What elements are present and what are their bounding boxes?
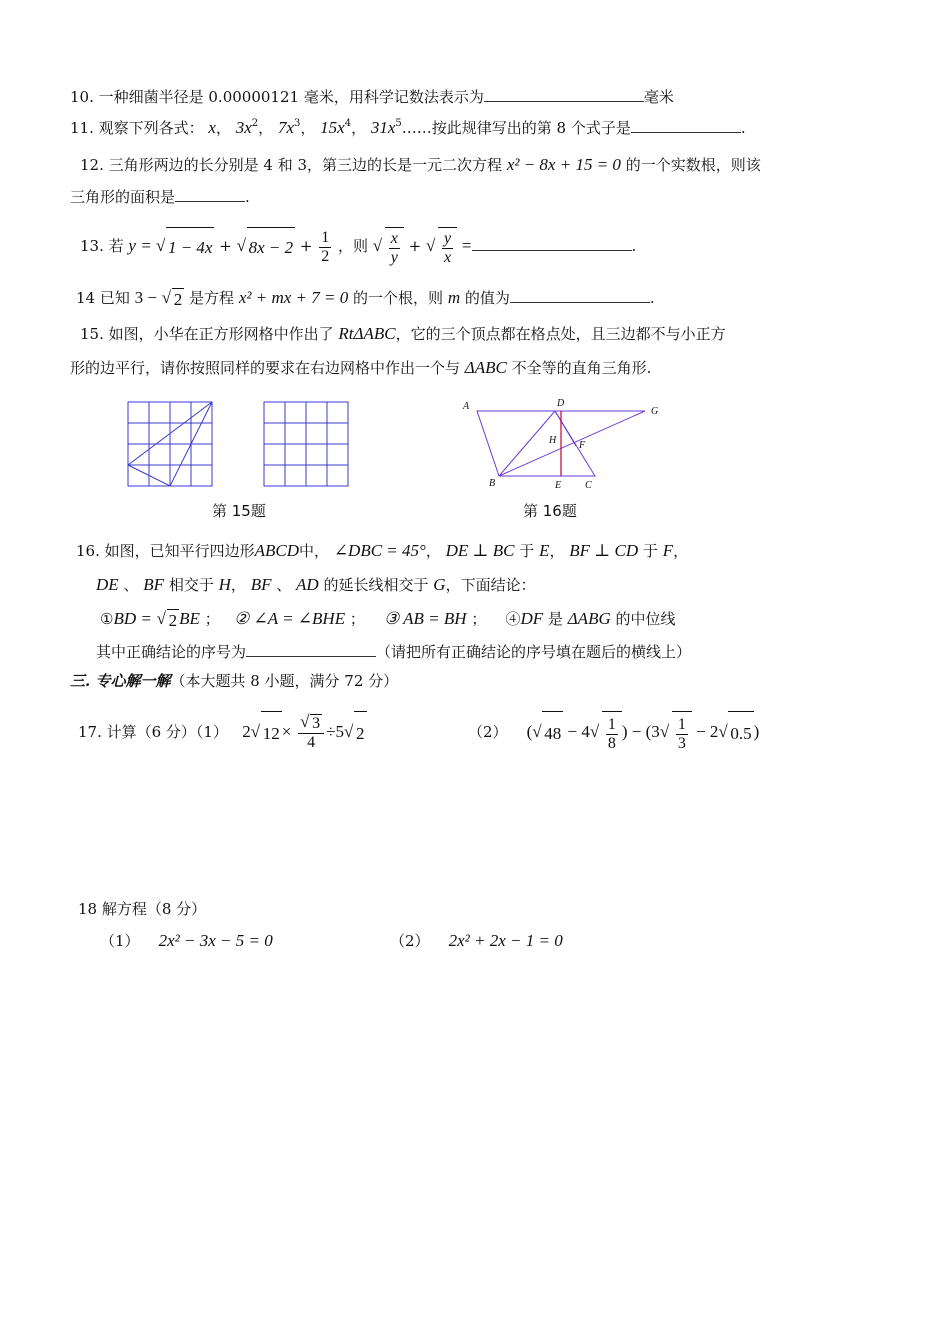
q16-c3: ③ AB = BH: [383, 609, 467, 628]
q14-mid1: 是方程: [189, 289, 235, 307]
q17-frac18: [606, 716, 618, 753]
q17-coef: 2: [242, 722, 251, 741]
parallelogram-figure: [455, 396, 670, 494]
q16-sep: ，: [425, 542, 441, 560]
q13-frac-yx: [442, 230, 453, 267]
q17-sqrt05: [718, 711, 753, 756]
q14-prefix: 14 已知: [76, 289, 130, 307]
q16-yu2: 于: [642, 542, 658, 560]
q11-blank: [631, 118, 741, 133]
q14-mid3: 的值为: [464, 289, 510, 307]
q11-exp: 4: [344, 118, 352, 129]
q15-line2b: 不全等的直角三角形.: [511, 359, 652, 377]
q16-c4-df: DF: [520, 609, 544, 628]
question-13: 13. 若 y = √ 1 − 4x + √ 8x − 2 + $\frac{1}{2}$ ，则 √ $\frac{x}{y}$ + √ $\frac{y}{x}$ = .: [80, 226, 636, 268]
q13-prefix: 13. 若: [80, 237, 124, 255]
q17-sqrt-frac18: [590, 711, 622, 756]
q10-blank: [484, 87, 644, 102]
q12-line2: 三角形的面积是: [70, 188, 176, 206]
q16-G: G: [433, 575, 446, 594]
q11-prefix: 11. 观察下列各式：: [70, 119, 204, 137]
q16-E: E: [539, 541, 550, 560]
q16-answer-prompt: 其中正确结论的序号为: [96, 643, 247, 661]
q13-eq: =: [461, 236, 472, 255]
q16-text-b: 中，: [299, 542, 330, 560]
q14-val: 3 −: [134, 288, 157, 307]
q11-term: x: [208, 118, 216, 137]
q17-rad48: 48: [542, 711, 563, 756]
q16-instruction: （请把所有正确结论的序号填在题后的横线上）: [376, 643, 692, 661]
question-15-line1: [80, 323, 726, 345]
q12-text: 12. 三角形两边的长分别是 4 和 3，第三边的长是一元二次方程: [80, 156, 503, 174]
question-11: 11. 观察下列各式： x， $3x^2$， $7x^3$， $15x^4$， $31x^5\dots\dots$按此规律写出的第 8 个式子是 .: [70, 118, 746, 137]
q11-exp: 5: [395, 118, 402, 129]
q17-times: ×: [281, 722, 292, 741]
q16-F: F: [662, 541, 674, 560]
q13-yv: y: [390, 249, 398, 267]
q12-end: .: [245, 188, 250, 206]
q16-extension: 的延长线相交于: [323, 576, 429, 594]
q17-frac13: [676, 716, 688, 753]
q17-rad3: 3: [312, 715, 321, 732]
q18-eq2: 2x² + 2x − 1 = 0: [448, 931, 563, 950]
q16-blank: [246, 642, 376, 657]
q14-m: m: [447, 288, 461, 307]
q16-AD: AD: [296, 575, 319, 594]
q17-sqrt2: [344, 711, 367, 756]
q13-sqrt2: [237, 227, 296, 268]
q11-term: 31x: [370, 118, 396, 137]
q13-x: √ x: [390, 230, 398, 248]
q16-yu: 于: [519, 542, 535, 560]
label-F: F: [579, 440, 586, 451]
question-12-line1: [80, 154, 761, 176]
question-16-line3: [100, 608, 676, 632]
label-B: B: [489, 478, 496, 489]
question-18: [78, 898, 206, 920]
question-10: [70, 86, 674, 108]
q14-equation: x² + mx + 7 = 0: [238, 288, 349, 307]
q17-f13-num: √ 1: [677, 716, 686, 734]
label-G: G: [651, 406, 659, 417]
q17-paren: (: [526, 722, 533, 741]
q17-sqrt48: [532, 711, 563, 756]
q16-BF2: BF: [250, 575, 272, 594]
q11-suffix: ……按此规律写出的第 8 个式子是: [401, 119, 631, 137]
q16-c2: ② ∠A = ∠BHE: [234, 609, 346, 628]
q13-rad2: 8x − 2: [247, 227, 296, 268]
q16-perp1: DE ⊥ BC: [445, 541, 515, 560]
q16-c4-abg: ΔABG: [567, 609, 611, 628]
q17-den4: 4: [307, 734, 316, 751]
q11-end: .: [740, 119, 746, 137]
q16-semi1: ；: [204, 610, 220, 628]
q18-s2: （2）: [390, 932, 430, 950]
q14-mid2: 的一个根，则: [353, 289, 444, 307]
q14-sqrt: [162, 288, 185, 311]
q12-blank: [175, 187, 245, 202]
q17-sqrt12: [251, 711, 282, 756]
q13-sqrt1: [156, 227, 215, 268]
q13-y2: √ y: [444, 230, 452, 248]
q15-text: 15. 如图，小华在正方形网格中作出了: [80, 325, 334, 343]
q16-c1-mark: ①: [100, 610, 114, 628]
q15-text-b: ，它的三个顶点都在格点处，且三边都不与小正方: [395, 325, 726, 343]
q18-eq1: 2x² − 3x − 5 = 0: [158, 931, 273, 950]
q16-H: H: [218, 575, 231, 594]
q17-f13-den: 3: [677, 735, 686, 753]
q14-end: .: [649, 289, 655, 307]
q14-blank: [510, 288, 650, 303]
figure-15-caption: 第 15题: [212, 502, 266, 520]
question-18-part2: [390, 930, 563, 952]
question-16-line2: [96, 574, 536, 596]
q16-c1: BD =: [113, 609, 152, 628]
q16-c1-sqrt: [157, 609, 180, 632]
q16-dun2: 、: [276, 576, 292, 594]
q17-mid: ) − (3: [621, 722, 660, 741]
question-14: [76, 287, 655, 311]
q17-div: ÷5: [326, 722, 345, 741]
q15-line2a: 形的边平行，请你按照同样的要求在右边网格中作出一个与: [70, 359, 461, 377]
label-D: D: [557, 398, 565, 409]
question-16-line4: [96, 641, 691, 663]
question-15-line2: [70, 357, 651, 379]
q16-c1-be: BE: [179, 609, 200, 628]
q17-label: 17. 计算（6 分）（1）: [78, 723, 228, 741]
q17-f18-num: √ 1: [607, 716, 616, 734]
q13-mid: ，则: [338, 237, 369, 255]
figure-16-caption: 第 16题: [523, 502, 577, 520]
q14-rad: 2: [173, 289, 183, 309]
q17-rad05: 0.5: [728, 711, 753, 756]
question-12-line2: [70, 186, 250, 208]
q16-semi3: ；: [471, 610, 487, 628]
q12-text-b: 的一个实数根，则该: [625, 156, 761, 174]
section-3-header: [70, 670, 398, 692]
q16-comma: ，: [230, 576, 246, 594]
question-16-line1: [76, 540, 688, 562]
q16-sep3: ，: [673, 542, 689, 560]
q10-tail: 毫米: [643, 88, 674, 106]
q18-s1: （1）: [100, 932, 140, 950]
q16-dun: 、: [123, 576, 139, 594]
q10-text: 10. 一种细菌半径是 0.00000121 毫米，用科学记数法表示为: [70, 88, 484, 106]
q11-exp: 3: [293, 118, 301, 129]
q16-angle: ∠DBC = 45°: [333, 541, 426, 560]
question-18-part1: [100, 930, 273, 952]
q17-sqrt3: [300, 714, 322, 733]
q16-xiangjiaoyu: 相交于: [168, 576, 214, 594]
section-3-sub: （本大题共 8 小题，满分 72 分）: [170, 672, 399, 690]
q16-DE: DE: [96, 575, 119, 594]
q15-tri: RtΔABC: [338, 324, 396, 343]
q11-term: 15x: [320, 118, 345, 137]
q17-close: ): [753, 722, 760, 741]
label-H: H: [549, 435, 557, 446]
q17-frac: [298, 714, 324, 752]
q17-sqrt-frac13: [660, 711, 692, 756]
q17-rad12: 12: [261, 711, 282, 756]
grid-figure-left: [124, 398, 216, 490]
q17-label2: （2）: [468, 723, 508, 741]
q16-sep2: ，: [549, 542, 565, 560]
question-17: [78, 710, 367, 756]
q16-c1-rad: 2: [168, 610, 178, 630]
q16-conclusions: ，下面结论：: [445, 576, 536, 594]
q13-rad1: 1 − 4x: [166, 227, 215, 268]
q11-term: 3x: [235, 118, 252, 137]
section-3-title: 三. 专心解一解: [70, 672, 171, 690]
q16-c4-text: 的中位线: [615, 610, 676, 628]
q12-equation: x² − 8x + 15 = 0: [506, 155, 621, 174]
q17-rad2: 2: [354, 711, 367, 756]
q13-x2: x: [444, 249, 452, 267]
q11-exp: 2: [251, 118, 259, 129]
q13-half-num: 1: [321, 228, 330, 246]
q16-c4-mark: ④: [505, 610, 521, 628]
q13-frac-xy: [389, 230, 400, 267]
q18-label: 18 解方程（8 分）: [78, 900, 207, 918]
q17-minus2: − 2: [691, 722, 719, 741]
label-E: E: [555, 480, 562, 491]
q16-text: 16. 如图，已知平行四边形: [76, 542, 255, 560]
question-17-part2: [468, 710, 759, 756]
q11-term: 7x: [277, 118, 294, 137]
q16-perp2: BF ⊥ CD: [569, 541, 639, 560]
grid-figure-right: [260, 398, 352, 490]
q13-sqrt3: [373, 227, 404, 268]
q13-y: y =: [128, 236, 156, 255]
label-C: C: [585, 480, 592, 491]
q13-end: .: [631, 237, 637, 255]
q13-half-den: 2: [321, 247, 330, 265]
q16-abcd: ABCD: [254, 541, 300, 560]
q17-minus4: − 4: [563, 722, 590, 741]
q15-tri2: ΔABC: [464, 358, 507, 377]
q17-f18-den: 8: [607, 735, 616, 753]
q13-half: [319, 229, 331, 266]
label-A: A: [463, 401, 470, 412]
q13-sqrt4: [426, 227, 457, 268]
q16-BF: BF: [143, 575, 165, 594]
q16-semi2: ；: [349, 610, 365, 628]
q13-blank: [472, 236, 632, 251]
q16-c4-shi: 是: [547, 610, 563, 628]
